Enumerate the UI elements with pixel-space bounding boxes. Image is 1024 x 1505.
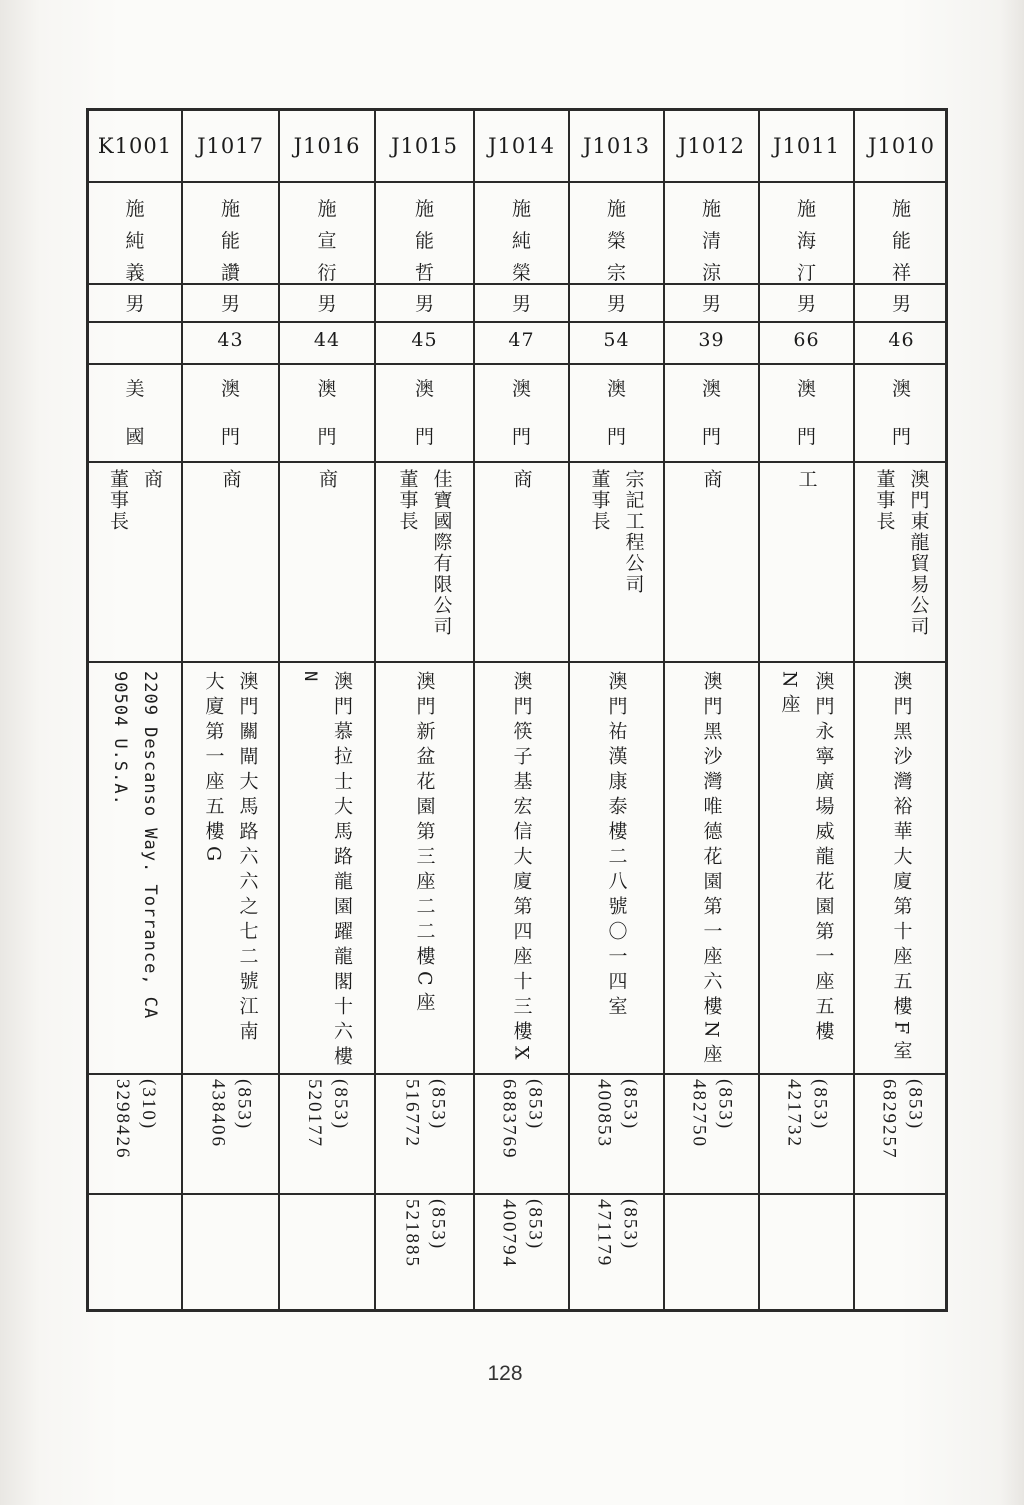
place-char: 門 — [796, 426, 816, 448]
name-char: 祥 — [891, 262, 911, 284]
occupation — [280, 461, 374, 661]
occupation-line: 商 — [141, 469, 163, 490]
address-line: N — [300, 671, 320, 683]
occupation-line: 商 — [510, 469, 533, 490]
place-char: 澳 — [511, 378, 531, 400]
gender: 男 — [796, 293, 816, 315]
phone-line: 421732 — [783, 1079, 805, 1148]
address — [89, 661, 181, 1073]
name-char: 施 — [606, 198, 626, 220]
phone — [475, 1073, 568, 1193]
address — [760, 661, 853, 1073]
place-char: 澳 — [796, 378, 816, 400]
name-char: 純 — [511, 230, 531, 252]
occupation — [760, 461, 853, 661]
gender: 男 — [891, 293, 911, 315]
place-char: 門 — [414, 426, 434, 448]
record-id-text: J1014 — [488, 134, 555, 158]
name-char: 汀 — [796, 262, 816, 284]
address-line: N座 — [778, 671, 801, 719]
occupation-line: 工 — [795, 469, 818, 490]
phone-line: 6829257 — [878, 1079, 900, 1160]
phone-line: (853) — [233, 1079, 255, 1131]
record-column — [475, 111, 570, 1309]
phone-line: 6883769 — [498, 1079, 520, 1160]
address — [570, 661, 663, 1073]
address-line: 澳門祐漢康泰樓二八號〇一四室 — [605, 671, 628, 1021]
name-char: 衍 — [317, 262, 337, 284]
place-of-residence — [760, 363, 853, 461]
record-id-text: J1012 — [678, 134, 745, 158]
age — [89, 321, 181, 363]
place-of-residence — [89, 363, 181, 461]
phone-secondary — [89, 1193, 181, 1315]
phone-line: 471179 — [593, 1199, 615, 1268]
occupation-line: 宗記工程公司 — [622, 469, 645, 595]
place-of-residence — [376, 363, 473, 461]
occupation-line: 澳門東龍貿易公司 — [907, 469, 930, 637]
record-id — [183, 111, 278, 181]
phone-line: 400794 — [498, 1199, 520, 1268]
person-name — [183, 181, 278, 283]
address-line: 澳門筷子基宏信大廈第四座十三樓X — [510, 671, 533, 1066]
address-line: 澳門慕拉士大馬路龍園躍龍閣十六樓 — [331, 671, 353, 1071]
record-id — [475, 111, 568, 181]
phone-line: 400853 — [593, 1079, 615, 1148]
phone-secondary — [475, 1193, 568, 1315]
name-char: 施 — [220, 198, 240, 220]
name-char: 宣 — [317, 230, 337, 252]
address — [280, 661, 374, 1073]
phone — [570, 1073, 663, 1193]
place-of-residence — [855, 363, 948, 461]
place-char: 澳 — [317, 378, 337, 400]
member-table — [86, 108, 948, 1312]
address — [376, 661, 473, 1073]
name-char: 施 — [891, 198, 911, 220]
record-column — [376, 111, 475, 1309]
name-char: 施 — [796, 198, 816, 220]
phone — [89, 1073, 181, 1193]
occupation-line: 佳寶國際有限公司 — [430, 469, 453, 637]
occupation-line: 董事長 — [588, 469, 611, 532]
name-char: 能 — [220, 230, 240, 252]
gender: 男 — [317, 293, 337, 315]
place-char: 門 — [701, 426, 721, 448]
address — [475, 661, 568, 1073]
occupation — [183, 461, 278, 661]
record-id — [760, 111, 853, 181]
place-of-residence — [475, 363, 568, 461]
name-char: 施 — [125, 198, 145, 220]
occupation-line: 商 — [219, 469, 242, 490]
place-of-residence — [665, 363, 758, 461]
name-char: 純 — [125, 230, 145, 252]
record-column — [760, 111, 855, 1309]
record-id-text: J1017 — [197, 134, 264, 158]
phone — [760, 1073, 853, 1193]
name-char: 能 — [414, 230, 434, 252]
phone-secondary — [570, 1193, 663, 1315]
person-name — [665, 181, 758, 283]
name-char: 能 — [891, 230, 911, 252]
phone-line: 521885 — [401, 1199, 423, 1268]
place-of-residence — [570, 363, 663, 461]
phone — [376, 1073, 473, 1193]
person-name — [760, 181, 853, 283]
occupation — [855, 461, 948, 661]
page-number: 128 — [487, 1362, 523, 1385]
place-char: 門 — [317, 426, 337, 448]
occupation — [89, 461, 181, 661]
record-id — [89, 111, 181, 181]
name-char: 宗 — [606, 262, 626, 284]
record-id — [665, 111, 758, 181]
address-line: 澳門新盆花園第三座二二樓C座 — [413, 671, 436, 1017]
record-id — [855, 111, 948, 181]
age: 45 — [411, 329, 438, 351]
phone — [855, 1073, 948, 1193]
occupation-line: 董事長 — [107, 469, 129, 532]
address-line: 2209 Descanso Way. Torrance, CA — [140, 671, 160, 1020]
record-column — [665, 111, 760, 1309]
phone — [280, 1073, 374, 1193]
name-char: 榮 — [511, 262, 531, 284]
phone-line: (853) — [427, 1199, 449, 1251]
address — [665, 661, 758, 1073]
name-char: 施 — [701, 198, 721, 220]
name-char: 讚 — [220, 262, 240, 284]
place-char: 澳 — [701, 378, 721, 400]
gender: 男 — [125, 293, 145, 315]
name-char: 海 — [796, 230, 816, 252]
record-column — [183, 111, 280, 1309]
place-of-residence — [183, 363, 278, 461]
gender: 男 — [606, 293, 626, 315]
phone-line: (853) — [619, 1199, 641, 1251]
record-id-text: K1001 — [97, 134, 173, 158]
occupation — [570, 461, 663, 661]
name-char: 義 — [125, 262, 145, 284]
age: 46 — [888, 329, 915, 351]
name-char: 清 — [701, 230, 721, 252]
occupation-line: 董事長 — [873, 469, 896, 532]
record-id-text: J1011 — [773, 134, 840, 158]
person-name — [855, 181, 948, 283]
record-id — [280, 111, 374, 181]
phone-line: (853) — [524, 1199, 546, 1251]
age: 47 — [508, 329, 535, 351]
phone-secondary — [760, 1193, 853, 1315]
phone-line: (853) — [714, 1079, 736, 1131]
occupation-line: 董事長 — [396, 469, 419, 532]
address-line: 澳門永寧廣場威龍花園第一座五樓 — [812, 671, 835, 1046]
occupation-line: 商 — [700, 469, 723, 490]
phone-line: 482750 — [688, 1079, 710, 1148]
record-id-text: J1013 — [583, 134, 650, 158]
record-id — [376, 111, 473, 181]
phone-secondary — [280, 1193, 374, 1315]
phone-line: 438406 — [207, 1079, 229, 1148]
gender: 男 — [220, 293, 240, 315]
address-line: 大廈第一座五樓G — [202, 671, 225, 868]
name-char: 哲 — [414, 262, 434, 284]
phone-line: (853) — [427, 1079, 449, 1131]
person-name — [570, 181, 663, 283]
address — [183, 661, 278, 1073]
place-char: 澳 — [891, 378, 911, 400]
occupation — [376, 461, 473, 661]
record-column — [570, 111, 665, 1309]
name-char: 施 — [414, 198, 434, 220]
place-char: 國 — [125, 426, 145, 448]
record-id-text: J1015 — [391, 134, 458, 158]
record-column — [89, 111, 183, 1309]
address-line: 澳門黑沙灣唯德花園第一座六樓N座 — [700, 671, 723, 1069]
place-char: 門 — [606, 426, 626, 448]
record-id-text: J1010 — [868, 134, 935, 158]
gender: 男 — [511, 293, 531, 315]
name-char: 施 — [511, 198, 531, 220]
phone-line: 516772 — [401, 1079, 423, 1148]
place-char: 澳 — [414, 378, 434, 400]
occupation — [475, 461, 568, 661]
occupation-line: 商 — [316, 469, 338, 490]
age: 54 — [603, 329, 630, 351]
record-id-text: J1016 — [293, 134, 361, 158]
phone-line: 3298426 — [112, 1079, 133, 1160]
place-of-residence — [280, 363, 374, 461]
occupation — [665, 461, 758, 661]
person-name — [280, 181, 374, 283]
phone — [183, 1073, 278, 1193]
phone-line: 520177 — [304, 1079, 325, 1148]
phone-line: (853) — [809, 1079, 831, 1131]
phone-line: (853) — [330, 1079, 351, 1131]
name-char: 施 — [317, 198, 337, 220]
place-char: 美 — [125, 378, 145, 400]
age: 44 — [313, 329, 341, 351]
gender: 男 — [701, 293, 721, 315]
record-column — [855, 111, 948, 1309]
age: 43 — [217, 329, 244, 351]
place-char: 門 — [220, 426, 240, 448]
name-char: 涼 — [701, 262, 721, 284]
address-line: 90504 U.S.A. — [110, 671, 130, 806]
person-name — [89, 181, 181, 283]
place-char: 澳 — [606, 378, 626, 400]
place-char: 門 — [511, 426, 531, 448]
person-name — [475, 181, 568, 283]
phone-secondary — [855, 1193, 948, 1315]
record-column — [280, 111, 376, 1309]
address-line: 澳門黑沙灣裕華大廈第十座五樓F室 — [890, 671, 913, 1066]
phone-line: (853) — [619, 1079, 641, 1131]
age: 39 — [698, 329, 725, 351]
phone — [665, 1073, 758, 1193]
phone-secondary — [665, 1193, 758, 1315]
phone-secondary — [183, 1193, 278, 1315]
place-char: 澳 — [220, 378, 240, 400]
person-name — [376, 181, 473, 283]
name-char: 榮 — [606, 230, 626, 252]
phone-line: (853) — [904, 1079, 926, 1131]
address-line: 澳門關閘大馬路六六之七二號江南 — [236, 671, 259, 1046]
record-id — [570, 111, 663, 181]
place-char: 門 — [891, 426, 911, 448]
phone-secondary — [376, 1193, 473, 1315]
address — [855, 661, 948, 1073]
gender: 男 — [414, 293, 434, 315]
age: 66 — [793, 329, 820, 351]
phone-line: (853) — [524, 1079, 546, 1131]
phone-line: (310) — [138, 1079, 159, 1131]
